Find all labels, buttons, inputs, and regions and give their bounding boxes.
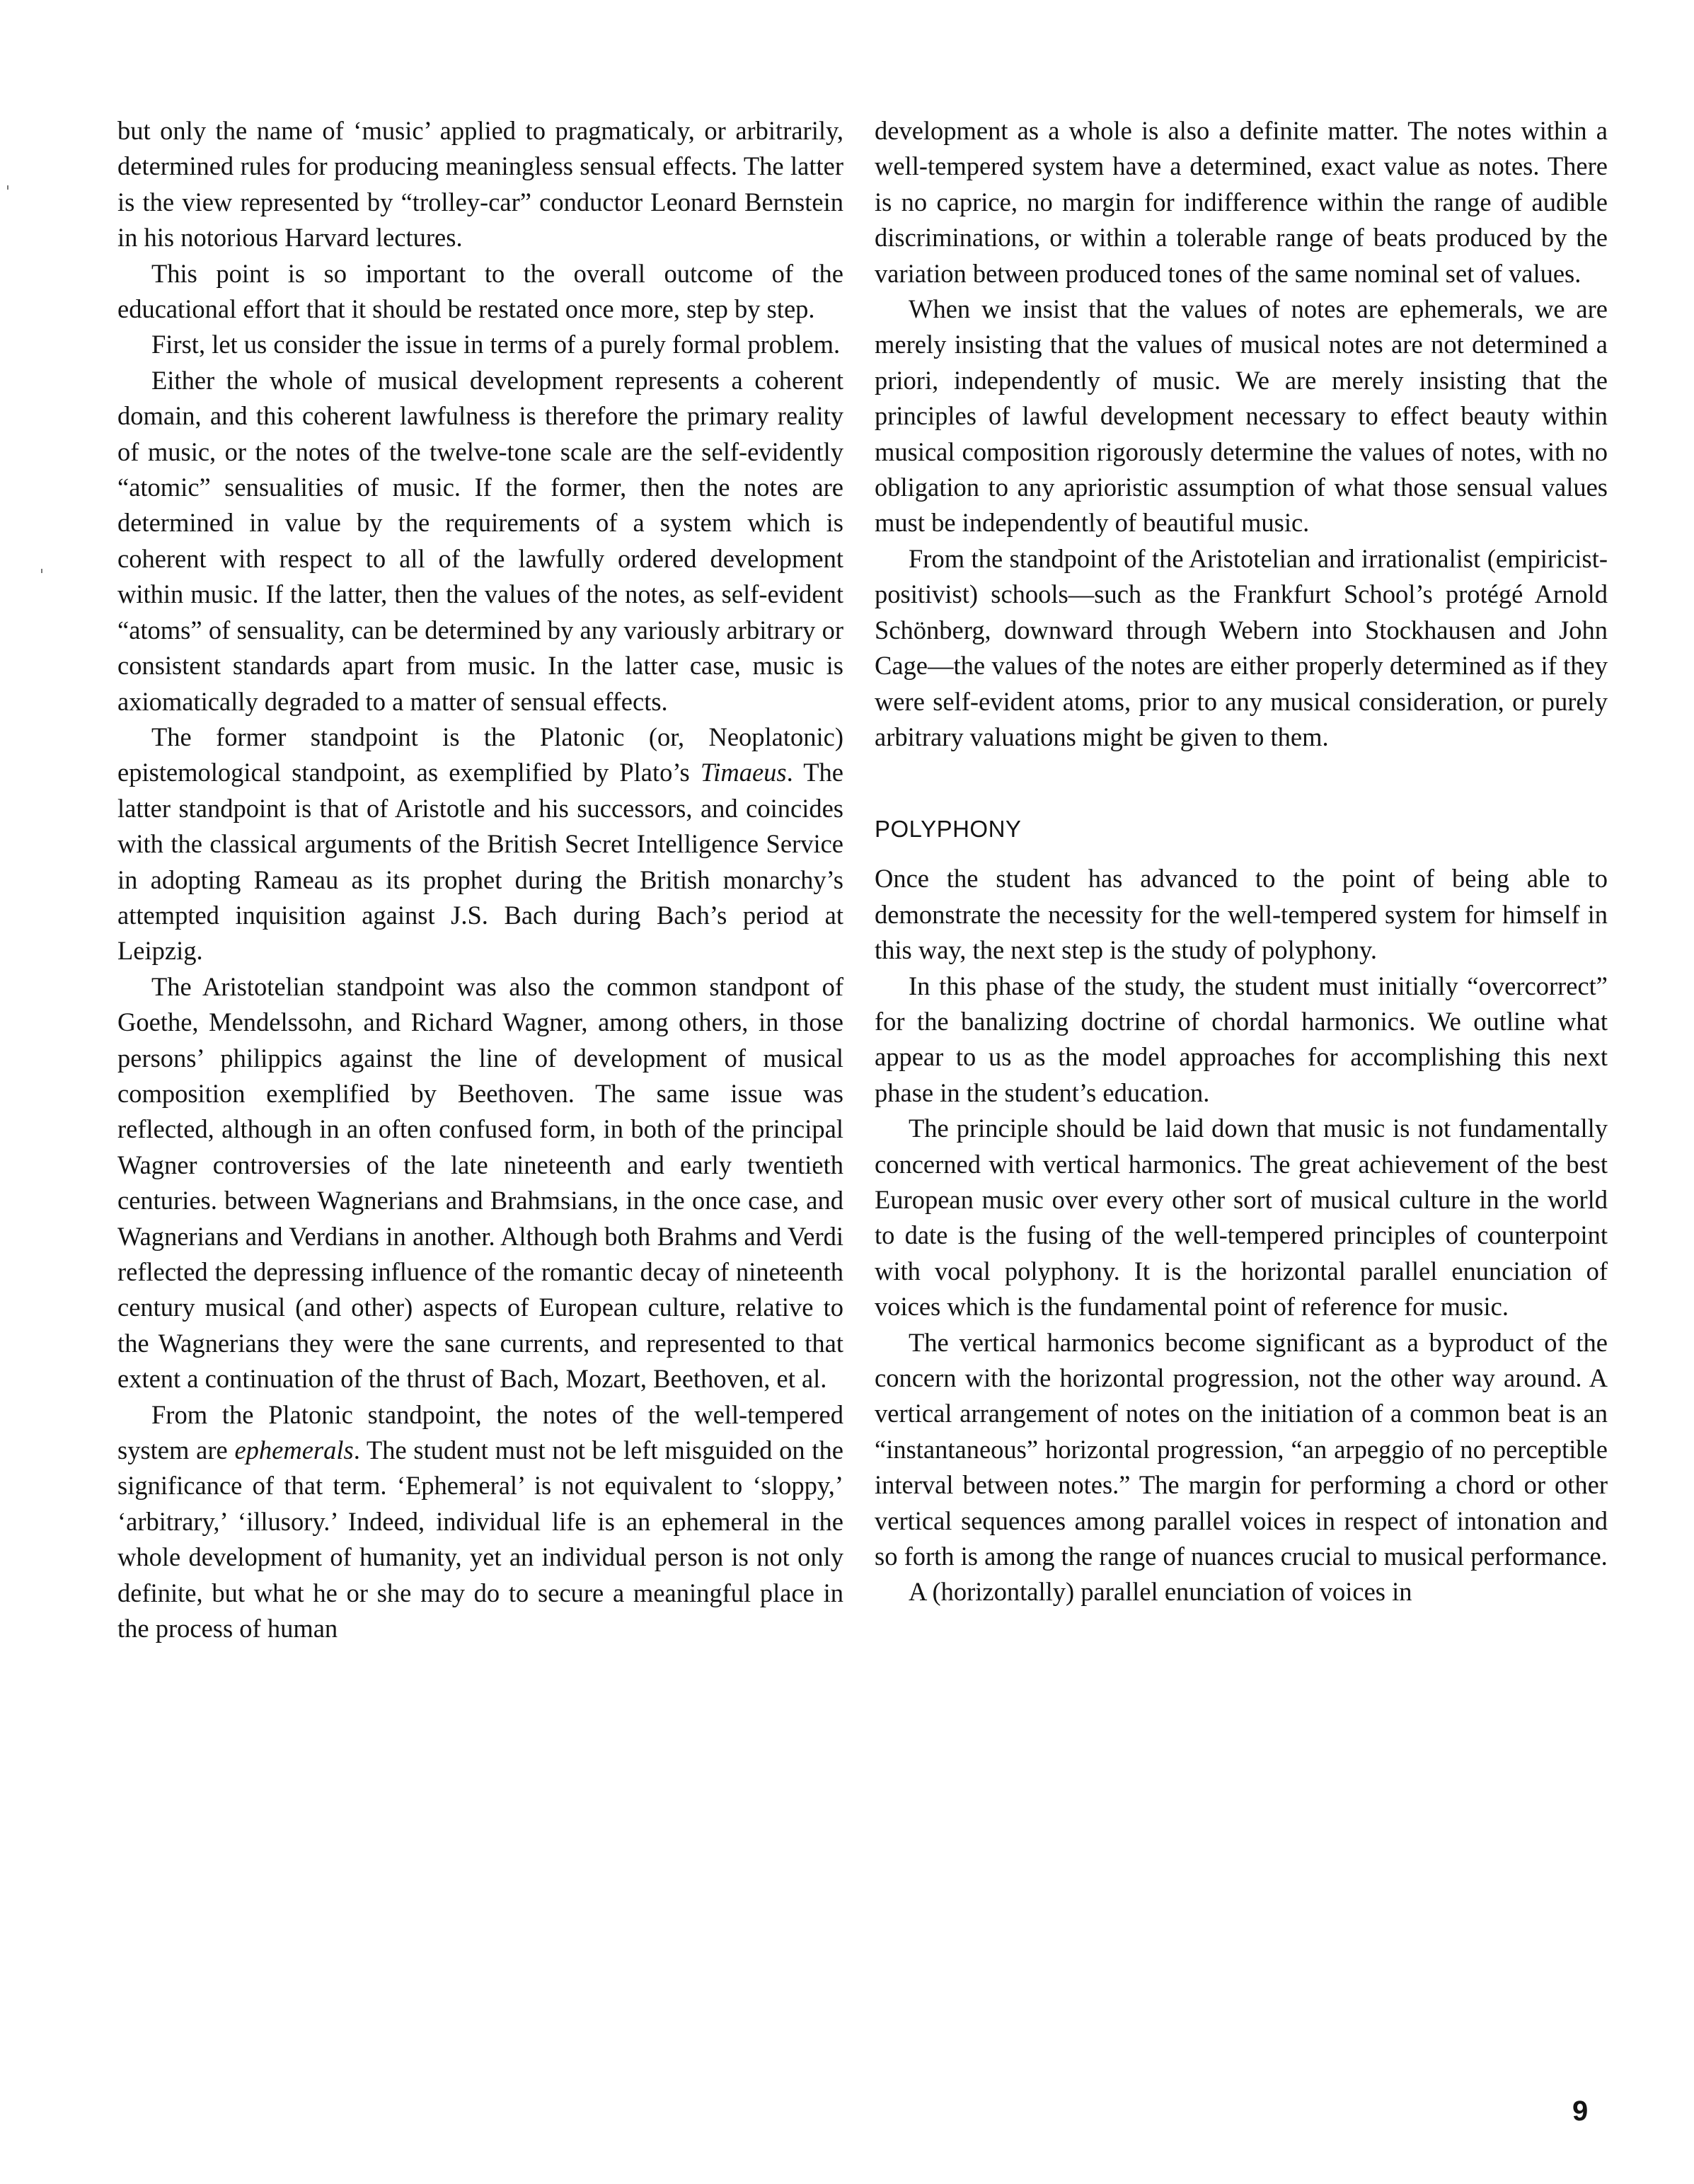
paragraph: Once the student has advanced to the point of being able to demonstrate the necessity for the well-tempered system for himself in this way, the next step is the study of polyphony.: [875, 864, 1608, 965]
paragraph: The vertical harmonics become significant as a byproduct of the concern with the horizontal progression, not the other way around. A vertical arrangement of notes on the initiation of a common beat is an “instantaneous” horizontal progression, “an arpeggio of no perceptible interval between notes.” The margin for performing a chord or other vertical sequences among parallel voices in respect of intonation and so forth is among the range of nuances crucial to musical performance.: [875, 1327, 1608, 1571]
paragraph: [117, 720, 843, 969]
right-column: [875, 113, 1608, 1610]
paragraph: This point is so important to the overall outcome of the educational effort that it should be restated once more, step by step.: [117, 258, 843, 324]
paragraph-text: The former standpoint is the Platonic (or, Neoplatonic) epistemological standpoint, as exemplified by Plato’s: [117, 722, 843, 787]
paragraph: The principle should be laid down that music is not fundamentally concerned with vertical harmonics. The great achievement of the best European music over every other sort of musical culture in the world to date is the fusing of the well-tempered principles of counterpoint with vocal polyphony. It is the horizontal parallel enunciation of voices which is the fundamental point of reference for music.: [875, 1114, 1608, 1322]
paragraph: From the standpoint of the Aristotelian and irrationalist (empiricist-positivist) schools—such as the Frankfurt School’s protégé Arnold Schönberg, downward through Webern into Stockhausen and John Cage—the values of the notes are either properly determined as if they were self-evident atoms, prior to any musical consideration, or purely arbitrary valuations might be given to them.: [875, 543, 1608, 751]
book-title: Timaeus: [700, 758, 787, 787]
paragraph-text: . The student must not be left misguided on the significance of that term. ‘Ephemeral’ is not equivalent to ‘sloppy,’ ‘arbitrary,’ ‘illusory.’ Indeed, individual life is an ephemeral in the whole development of humanity, yet an individual person is not only definite, but what he or she may do to secure a meaningful place in the process of human: [117, 1435, 843, 1643]
page-number: 9: [1572, 2096, 1589, 2127]
paragraph-text: From the Platonic standpoint, the notes of the well-tempered system are: [117, 1399, 843, 1465]
section-heading: POLYPHONY: [875, 816, 1022, 843]
paragraph: When we insist that the values of notes are ephemerals, we are merely insisting that the values of musical notes are not determined a priori, independently of music. We are merely insisting that the principles of lawful development necessary to effect beauty within musical composition rigorously determine the values of notes, with no obligation to any aprioristic assumption of what those sensual values must be independently of beautiful music.: [875, 294, 1608, 538]
emphasized-term: ephemerals: [234, 1435, 354, 1465]
paragraph: The Aristotelian standpoint was also the common standpont of Goethe, Mendelssohn, and Richard Wagner, among others, in those persons’ philippics against the line of development of musical composition exemplified by Beethoven. The same issue was reflected, although in an often confused form, in both of the principal Wagner controversies of the late nineteenth and early twentieth centuries. between Wagnerians and Brahmsians, in the once case, and Wagnerians and Verdians in another. Although both Brahms and Verdi reflected the depressing influence of the romantic decay of nineteenth century musical (and other) aspects of European culture, relative to the Wagnerians they were the sane currents, and represented to that extent a continuation of the thrust of Bach, Mozart, Beethoven, et al.: [117, 971, 843, 1394]
paragraph: [117, 1397, 843, 1647]
left-column: [117, 113, 843, 1646]
paragraph: In this phase of the study, the student must initially “overcorrect” for the banalizing doctrine of chordal harmonics. We outline what appear to us as the model approaches for accomplishing this next phase in the student’s education.: [875, 971, 1608, 1107]
paragraph-text: . The latter standpoint is that of Aristotle and his successors, and coincides with the classical arguments of the British Secret Intelligence Service in adopting Rameau as its prophet during the British monarchy’s attempted inquisition against J.S. Bach during Bach’s period at Leipzig.: [117, 758, 844, 966]
paragraph: First, let us consider the issue in terms of a purely formal problem.: [151, 330, 841, 359]
paragraph: A (horizontally) parallel enunciation of voices in: [909, 1577, 1412, 1607]
paragraph: but only the name of ‘music’ applied to pragmaticaly, or arbitrarily, determined rules for producing meaningless sensual effects. The latter is the view represented by “trolley-car” conductor Leonard Bernstein in his notorious Harvard lectures.: [117, 116, 843, 253]
scan-speck: [41, 569, 42, 573]
scan-speck: [7, 185, 8, 190]
paragraph: Either the whole of musical development represents a coherent domain, and this coherent lawfulness is therefore the primary reality of music, or the notes of the twelve-tone scale are the self-evidently “atomic” sensualities of music. If the former, then the notes are determined in value by the requirements of a system which is coherent with respect to all of the lawfully ordered development within music. If the latter, then the values of the notes, as self-evident “atoms” of sensuality, can be determined by any variously arbitrary or consistent standards apart from music. In the latter case, music is axiomatically degraded to a matter of sensual effects.: [117, 365, 843, 716]
paragraph: development as a whole is also a definite matter. The notes within a well-tempered system have a determined, exact value as notes. There is no caprice, no margin for indifference within the range of audible discriminations, or within a tolerable range of beats produced by the variation between produced tones of the same nominal set of values.: [875, 116, 1608, 288]
